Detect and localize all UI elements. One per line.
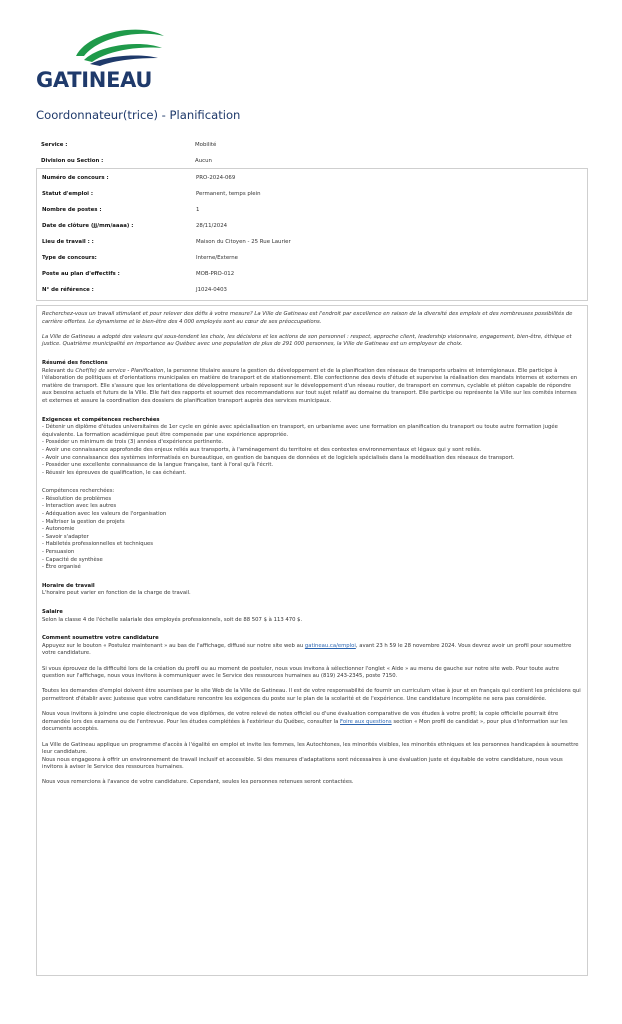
competence-item: - Savoir s'adapter	[42, 533, 89, 540]
info-label: Service :	[41, 142, 68, 148]
requirement-item: - Avoir une connaissance approfondie des enjeux reliés aux transports, à l'aménagement du territoire et des contextes environnementaux et légaux qui y sont reliés.	[42, 446, 482, 453]
requirement-item: - Détenir un diplôme d'études universitaires de 1er cycle en génie avec spécialisation en transport, en urbanisme avec une formation en planification du transport ou toute autre formation jugée équivalente. La formation académique peut être compensée par une expérience appropriée.	[42, 424, 558, 438]
candidature-paragraph: Nous nous engageons à offrir un environnement de travail inclusif et accessible. Si des mesures d'adaptations sont nécessaires à une évaluation juste et équitable de votre candidature, nous vous invitons à aviser le Service des ressources humaines.	[42, 756, 563, 771]
detail-row	[42, 223, 582, 239]
info-value: Aucun	[195, 158, 212, 164]
competence-item: - Maîtriser la gestion de projets	[42, 518, 125, 525]
detail-label: Lieu de travail : :	[42, 239, 94, 245]
logo-wordmark: GATINEAU	[36, 68, 153, 92]
detail-value: J1024-0403	[196, 287, 227, 293]
job-description-box	[36, 305, 588, 976]
section-heading: Salaire	[42, 609, 63, 615]
competence-item: - Adéquation avec les valeurs de l'organisation	[42, 511, 167, 518]
logo-swoosh-icon	[70, 26, 168, 66]
section-heading: Résumé des fonctions	[42, 359, 108, 366]
section-heading: Exigences et compétences recherchées	[42, 416, 160, 423]
faq-link[interactable]: Foire aux questions	[340, 718, 392, 725]
detail-value: Interne/Externe	[196, 255, 238, 261]
salaire-text: Selon la classe 4 de l'échelle salariale des employés professionnels, soit de 88 507 $ à 113 470 $.	[42, 616, 303, 623]
detail-label: Date de clôture (jj/mm/aaaa) :	[42, 223, 134, 229]
horaire-text: L'horaire peut varier en fonction de la charge de travail.	[42, 590, 191, 597]
competence-item: - Habiletés professionnelles et techniques	[42, 541, 153, 548]
detail-label: Numéro de concours :	[42, 175, 109, 181]
resume-paragraph	[42, 368, 582, 406]
requirement-item: - Réussir les épreuves de qualification, le cas échéant.	[42, 469, 187, 476]
requirement-item: - Posséder une excellente connaissance de la langue française, tant à l'oral qu'à l'écrit.	[42, 462, 274, 469]
info-label: Division ou Section :	[41, 158, 104, 164]
emploi-link[interactable]: gatineau.ca/emploi	[304, 642, 356, 649]
detail-value: 28/11/2024	[196, 223, 228, 229]
competence-item: - Capacité de synthèse	[42, 556, 103, 563]
detail-label: N° de référence :	[42, 287, 94, 293]
job-details-box	[36, 168, 588, 301]
section-heading: Horaire de travail	[42, 582, 95, 589]
gatineau-logo	[36, 24, 176, 96]
competence-item: - Résolution de problèmes	[42, 495, 112, 502]
requirement-item: - Avoir une connaissance des systèmes informatisés en bureautique, en gestion de banques de données et de logiciels spécialisés dans la modélisation des réseaux de transport.	[42, 454, 515, 461]
candidature-paragraph: Toutes les demandes d'emploi doivent être soumises par le site Web de la Ville de Gatineau. Il est de votre responsabilité de fournir un curriculum vitae à jour et en français qui contient les précisions qui permettront d'établir avec justesse que votre candidature rencontre les exigences du poste sur le plan de la scolarité et de l'expérience. Une candidature incomplète ne sera pas considérée.	[42, 688, 581, 702]
candidature-paragraph	[42, 643, 582, 658]
intro-paragraph: Recherchez-vous un travail stimulant et pour relever des défis à votre mesure? La Ville de Gatineau est l'endroit par excellence en raison de la diversité des emplois et des nombreuses possibilités de carrière offertes. Le dynamisme et le bien-être des 4 000 employés sont au cœur de ses préoccupations.	[42, 311, 573, 325]
detail-value: Maison du Citoyen - 25 Rue Laurier	[196, 239, 291, 245]
competences-heading: Compétences recherchées:	[42, 488, 115, 495]
requirement-item: - Posséder un minimum de trois (3) années d'expérience pertinente.	[42, 439, 224, 446]
candidature-text: Appuyez sur le bouton « Postulez maintenant » au bas de l'affichage, diffusé sur notre site web au	[42, 642, 305, 649]
candidature-paragraph: La Ville de Gatineau applique un programme d'accès à l'égalité en emploi et invite les femmes, les Autochtones, les minorités visibles, les minorités ethniques et les personnes handicapées à soumettre leur candidature.	[42, 741, 579, 756]
candidature-text: section « Mon profil de candidat », pour plus d'information sur les documents acceptés.	[42, 718, 568, 733]
detail-row	[42, 239, 582, 255]
detail-value: MOB-PRO-012	[196, 271, 235, 277]
competence-item: - Persuasion	[42, 549, 75, 556]
resume-lead: Relevant du	[42, 367, 76, 374]
candidature-text: , avant 23 h 59 le 28 novembre 2024. Vous devrez avoir un profil pour soumettre votre candidature.	[42, 642, 572, 657]
detail-row	[42, 255, 582, 271]
detail-label: Type de concours:	[42, 255, 97, 261]
candidature-paragraph: Nous vous remercions à l'avance de votre candidature. Cependant, seules les personnes retenues seront contactées.	[42, 779, 354, 786]
detail-value: PRO-2024-069	[196, 175, 236, 181]
detail-row	[42, 207, 582, 223]
detail-row	[42, 271, 582, 287]
detail-label: Poste au plan d'effectifs :	[42, 271, 120, 277]
resume-body: , la personne titulaire assure la gestion du développement et de la planification des réseaux de transports urbains et interrégionaux. Elle participe à l'élaboration de politiques et d'orientations municipales en matière de transport et de stationnement. Elle confectionne des devis d'étude et supervise la réalisation des mandats internes et externes en matière de transport. Elle s'assure que les orientations de développement urbain reposent sur le développement d'un réseau routier, de transport en commun, cyclable et piéton capable de répondre aux besoins actuels et futurs de la Ville. Elle fait des rapports et soumet des recommandations sur tout sujet relatif au domaine du transport. Elle participe ou représente la Ville sur les comités internes et externes et assure la coordination des dossiers de planification transport auprès des services municipaux.	[42, 367, 578, 404]
detail-label: Nombre de postes :	[42, 207, 102, 213]
candidature-paragraph	[42, 711, 582, 734]
detail-row	[42, 287, 582, 303]
competence-item: - Interaction avec les autres	[42, 503, 117, 510]
info-row	[41, 142, 581, 158]
candidature-paragraph: Si vous éprouvez de la difficulté lors de la création du profil ou au moment de postuler, nous vous invitons à sélectionner l'onglet « Aide » au menu de gauche sur notre site web. Pour toute autre question sur l'affichage, nous vous invitons à communiquer avec le Service des ressources humaines au (819) 243-2345, poste 7150.	[42, 665, 559, 680]
competence-item: - Être organisé	[42, 564, 81, 571]
detail-row	[42, 191, 582, 207]
resume-supervisor: Chef(fe) de service - Planification	[75, 367, 164, 374]
detail-value: 1	[196, 207, 200, 213]
detail-label: Statut d'emploi :	[42, 191, 94, 197]
intro-paragraph: La Ville de Gatineau a adopté des valeurs qui sous-tendent les choix, les décisions et les actions de son personnel : respect, approche client, leadership visionnaire, engagement, bien-être, éthique et justice. Quatrième municipalité en importance au Québec avec une population de plus de 291 000 personnes, la Ville de Gatineau est un employeur de choix.	[42, 333, 572, 348]
detail-row	[42, 175, 582, 191]
section-heading: Comment soumettre votre candidature	[42, 635, 159, 642]
page-title: Coordonnateur(trice) - Planification	[36, 108, 241, 122]
candidature-text: Nous vous invitons à joindre une copie électronique de vos diplômes, de votre relevé de notes officiel ou d'une évaluation comparative de vos études à votre profil; la copie officielle pourrait être demandée lors des examens ou de l'entrevue. Pour les études complétées à l'extérieur du Québec, consulter la	[42, 711, 559, 725]
competence-item: - Autonomie	[42, 526, 75, 533]
detail-value: Permanent, temps plein	[196, 191, 261, 197]
info-value: Mobilité	[195, 142, 217, 148]
